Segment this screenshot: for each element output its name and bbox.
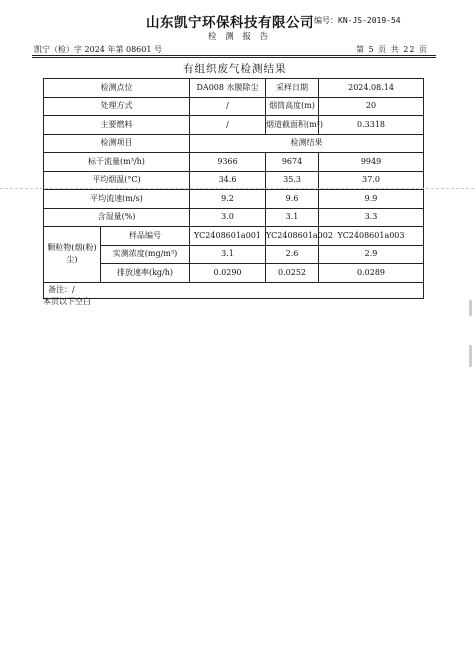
result-cell: 37.0 <box>319 171 424 190</box>
header-divider-double <box>32 57 436 58</box>
remark: 备注：/ <box>44 282 424 298</box>
result-cell: YC2408601a002 <box>266 227 319 246</box>
item-header: 检测项目 <box>44 134 190 153</box>
treatment-value: / <box>190 97 266 116</box>
result-cell: YC2408601a003 <box>319 227 424 246</box>
result-cell: YC2408601a001 <box>190 227 266 246</box>
row-label: 标干流量(m³/h) <box>44 153 190 172</box>
remark-row <box>44 282 424 298</box>
result-cell: 35.3 <box>266 171 319 190</box>
result-cell: 3.1 <box>190 245 266 264</box>
company-name: 山东凯宁环保科技有限公司 <box>146 15 314 31</box>
row-label: 平均流速(m/s) <box>44 190 190 209</box>
table-row <box>44 245 424 264</box>
table-row <box>44 190 424 209</box>
height-value: 20 <box>319 97 424 116</box>
row-label: 平均烟温(°C) <box>44 171 190 190</box>
date-value: 2024.08.14 <box>319 79 424 98</box>
particulate-label: 颗粒物(烟(粉)尘) <box>44 227 101 283</box>
table-title: 有组织废气检测结果 <box>183 63 287 75</box>
table-row <box>44 171 424 190</box>
result-cell: 9.2 <box>190 190 266 209</box>
page-info: 第 5 页 共 22 页 <box>356 45 428 54</box>
area-label: 烟道截面积(m²) <box>266 116 319 135</box>
scan-mark <box>469 300 472 316</box>
table-row <box>44 227 424 246</box>
area-value: 0.3318 <box>319 116 424 135</box>
result-cell: 3.0 <box>190 208 266 227</box>
result-cell: 34.6 <box>190 171 266 190</box>
result-cell: 9.9 <box>319 190 424 209</box>
result-cell: 2.6 <box>266 245 319 264</box>
fuel-label: 主要燃料 <box>44 116 190 135</box>
result-cell: 9674 <box>266 153 319 172</box>
result-cell: 3.1 <box>266 208 319 227</box>
section-header-row <box>44 134 424 153</box>
result-header: 检测结果 <box>190 134 424 153</box>
info-row <box>44 79 424 98</box>
result-cell: 0.0289 <box>319 264 424 283</box>
table-row <box>44 264 424 283</box>
footer-note: 本页以下空白 <box>43 297 91 306</box>
row-label: 实测浓度(mg/m³) <box>101 245 190 264</box>
info-row <box>44 116 424 135</box>
result-cell: 0.0252 <box>266 264 319 283</box>
report-subtitle: 检 测 报 告 <box>208 32 272 42</box>
result-cell: 9.6 <box>266 190 319 209</box>
result-cell: 3.3 <box>319 208 424 227</box>
height-label: 烟筒高度(m) <box>266 97 319 116</box>
row-label: 排放速率(kg/h) <box>101 264 190 283</box>
date-label: 采样日期 <box>266 79 319 98</box>
header-divider <box>32 55 436 56</box>
result-cell: 0.0290 <box>190 264 266 283</box>
result-cell: 2.9 <box>319 245 424 264</box>
info-row <box>44 97 424 116</box>
report-number: 凯宁（检）字 2024 年第 08601 号 <box>34 45 162 54</box>
result-cell: 9366 <box>190 153 266 172</box>
table-row <box>44 208 424 227</box>
row-label: 含湿量(%) <box>44 208 190 227</box>
point-value: DA008 水膜除尘 <box>190 79 266 98</box>
row-label: 样品编号 <box>101 227 190 246</box>
table-row <box>44 153 424 172</box>
fuel-value: / <box>190 116 266 135</box>
point-label: 检测点位 <box>44 79 190 98</box>
scan-mark <box>469 345 472 367</box>
paper-crease <box>0 188 474 189</box>
result-cell: 9949 <box>319 153 424 172</box>
document-number: 编号：KN-JS-2019-54 <box>314 16 401 25</box>
treatment-label: 处理方式 <box>44 97 190 116</box>
